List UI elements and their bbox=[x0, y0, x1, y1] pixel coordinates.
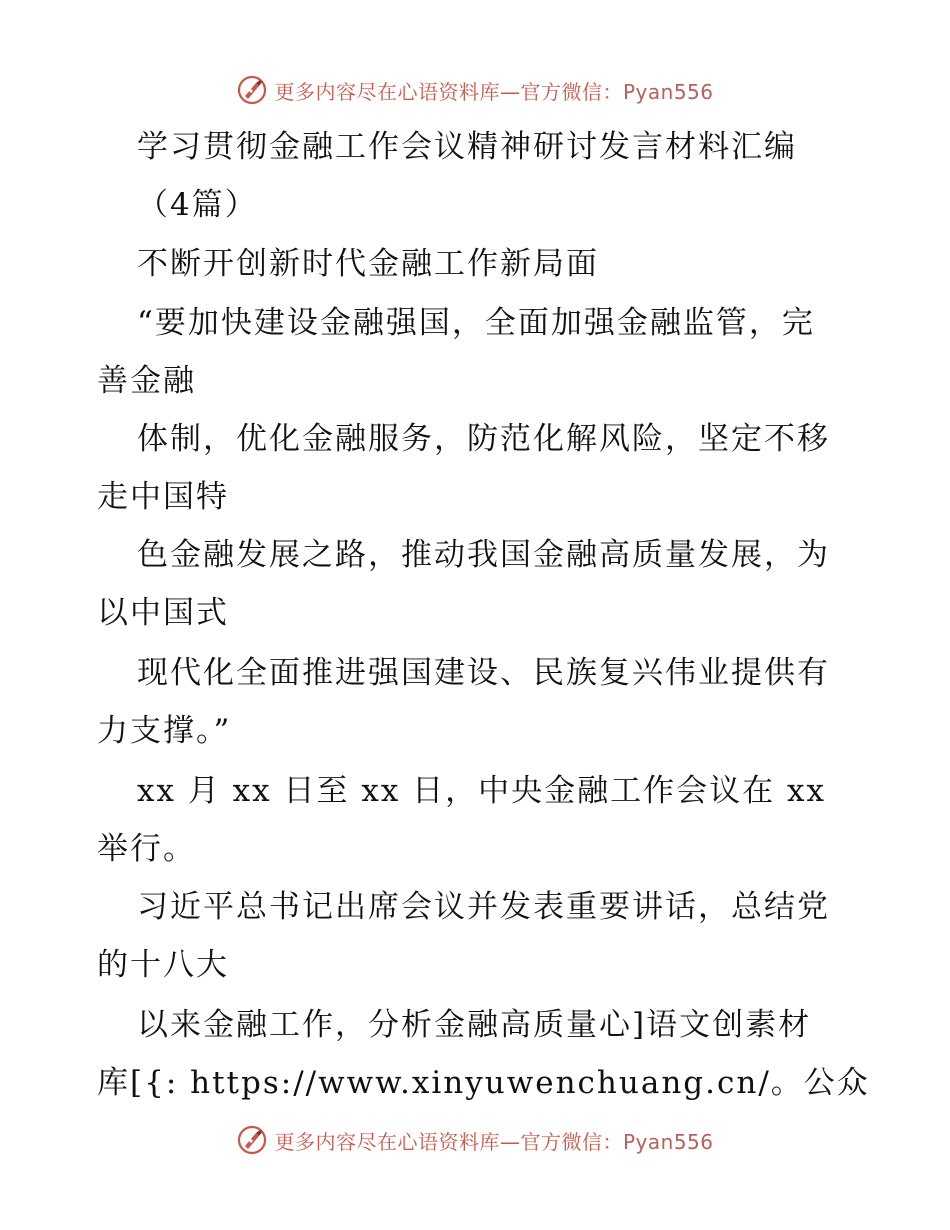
body-line: 举行。 bbox=[97, 831, 196, 867]
header-watermark-text: 更多内容尽在心语资料库—官方微信：Pyan556 bbox=[274, 79, 714, 104]
body-line: 库[{: https://www.xinyuwenchuang.cn/。公众 bbox=[97, 1065, 870, 1101]
document-title-line-1: 学习贯彻金融工作会议精神研讨发言材料汇编 bbox=[137, 129, 797, 165]
body-line: 体制，优化金融服务，防范化解风险，坚定不移 bbox=[137, 421, 830, 457]
footer-watermark-banner bbox=[0, 1120, 950, 1160]
pen-nib-logo-icon bbox=[236, 1124, 268, 1156]
footer-watermark-text: 更多内容尽在心语资料库—官方微信：Pyan556 bbox=[274, 1129, 714, 1154]
body-line: 以来金融工作，分析金融高质量心]语文创素材 bbox=[137, 1007, 812, 1043]
footer-wechat-id: Pyan556 bbox=[622, 1129, 714, 1154]
body-line: 善金融 bbox=[97, 363, 196, 399]
body-line: 以中国式 bbox=[97, 595, 229, 631]
body-line: 走中国特 bbox=[97, 479, 229, 515]
document-title-line-2: （4篇） bbox=[137, 187, 258, 223]
document-subtitle: 不断开创新时代金融工作新局面 bbox=[137, 246, 599, 282]
body-line: “要加快建设金融强国，全面加强金融监管，完 bbox=[137, 305, 815, 341]
header-wechat-id: Pyan556 bbox=[622, 79, 714, 104]
body-line: xx 月 xx 日至 xx 日，中央金融工作会议在 xx bbox=[137, 773, 826, 809]
body-line: 习近平总书记出席会议并发表重要讲话，总结党 bbox=[137, 889, 830, 925]
body-line: 色金融发展之路，推动我国金融高质量发展，为 bbox=[137, 537, 830, 573]
body-line: 的十八大 bbox=[97, 947, 229, 983]
body-line: 现代化全面推进强国建设、民族复兴伟业提供有 bbox=[137, 655, 830, 691]
body-line: 力支撑。” bbox=[97, 713, 232, 749]
